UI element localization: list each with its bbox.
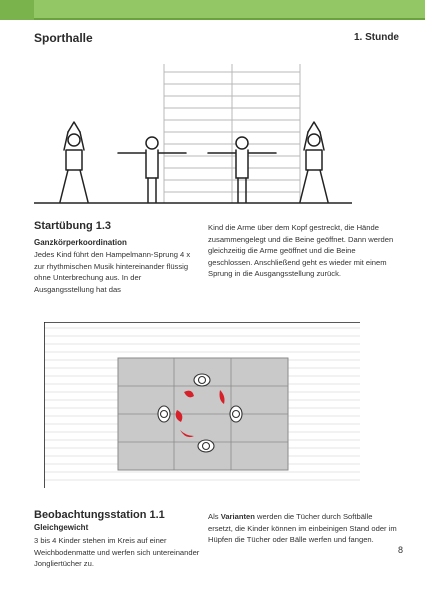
- exercise2-text-right: [208, 511, 398, 546]
- child-figure-1: [60, 122, 88, 202]
- child-top-view-4: [198, 440, 214, 452]
- child-top-view-1: [194, 374, 210, 386]
- exercise1-subtitle: Ganzkörperkoordination: [34, 238, 127, 247]
- child-top-view-2: [230, 406, 242, 422]
- section-title: Sporthalle: [34, 31, 93, 45]
- variant-text: werden die Tücher durch Softbälle ersetzt, die Kinder können im einbeinigen Stand oder im Hüpfen die Tücher oder Bälle werfen und fangen.: [208, 512, 397, 545]
- wall-bars: [164, 64, 300, 203]
- top-color-bar: [0, 0, 425, 20]
- variant-keyword: Varianten: [220, 512, 255, 521]
- child-figure-4: [300, 122, 328, 202]
- page-number: 8: [397, 545, 403, 555]
- exercise1-text-right: Kind die Arme über dem Kopf gestreckt, die Hände zusammengelegt und die Beine geöffnet. Dann werden gleichzeitig die Arme geöffnet und die Beine geschlossen. Anschließend geht es wieder mit einem Sprung in die Ausgangsstellung zurück.: [208, 223, 394, 279]
- variant-prefix: Als: [208, 512, 219, 521]
- top-bar-line: [34, 18, 425, 20]
- exercise1-title: Startübung 1.3: [34, 220, 112, 232]
- mat-illustration: [44, 322, 360, 488]
- lesson-label: 1. Stunde: [353, 32, 399, 43]
- top-bar-notch: [0, 0, 34, 20]
- exercise2-subtitle: Gleichgewicht: [34, 523, 89, 532]
- exercise2-text-left: 3 bis 4 Kinder stehen im Kreis auf einer Weichbodenmatte und werfen sich untereinander Jongliertücher zu.: [34, 536, 200, 569]
- exercise1-text-left: Jedes Kind führt den Hampelmann-Sprung 4 x zur rhythmischen Musik hintereinander flüssig ohne Unterbrechung aus. In der Ausgangsstellung hat das: [34, 250, 191, 294]
- exercise2-title: Beobachtungsstation 1.1: [34, 509, 165, 521]
- child-top-view-3: [158, 406, 170, 422]
- jumping-jack-illustration: [34, 60, 354, 210]
